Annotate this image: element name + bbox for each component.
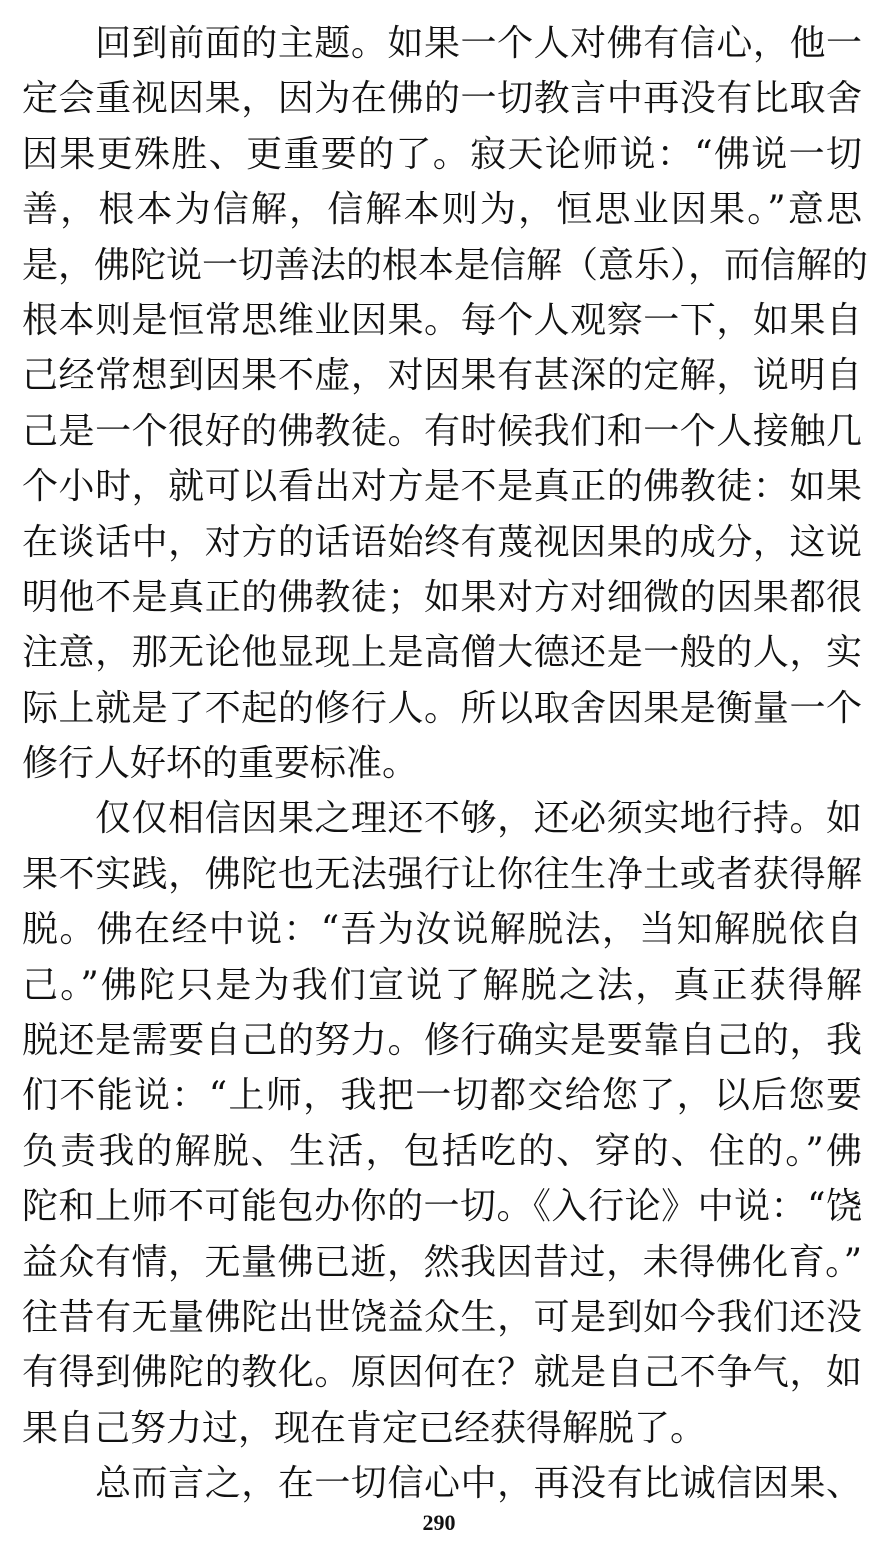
text-line: 定会重视因果，因为在佛的一切教言中再没有比取舍 [22,78,862,120]
text-line: 是，佛陀说一切善法的根本是信解（意乐），而信解的 [22,244,869,286]
text-line: 益众有情，无量佛已逝，然我因昔过，未得佛化育。” [22,1241,862,1283]
text-line: 善，根本为信解，信解本则为，恒思业因果。”意思 [22,189,862,231]
text-line: 脱还是需要自己的努力。修行确实是要靠自己的，我 [22,1020,862,1062]
text-line: 负责我的解脱、生活，包括吃的、穿的、住的。”佛 [22,1130,862,1172]
text-line: 果不实践，佛陀也无法强行让你往生净土或者获得解 [22,853,862,895]
text-line: 注意，那无论他显现上是高僧大德还是一般的人，实 [22,632,862,674]
text-line: 际上就是了不起的修行人。所以取舍因果是衡量一个 [22,687,862,729]
text-line: 们不能说：“上师，我把一切都交给您了，以后您要 [22,1075,862,1117]
text-line: 往昔有无量佛陀出世饶益众生，可是到如今我们还没 [22,1296,862,1338]
text-line: 仅仅相信因果之理还不够，还必须实地行持。如 [22,798,862,840]
text-line: 明他不是真正的佛教徒；如果对方对细微的因果都很 [22,576,862,618]
text-line: 回到前面的主题。如果一个人对佛有信心，他一 [22,23,862,64]
text-line: 总而言之，在一切信心中，再没有比诚信因果、 [22,1463,862,1505]
text-line: 根本则是恒常思维业因果。每个人观察一下，如果自 [22,299,862,341]
text-line: 己经常想到因果不虚，对因果有甚深的定解，说明自 [22,355,862,397]
body-text [22,16,869,1512]
text-line: 果自己努力过，现在肯定已经获得解脱了。 [22,1407,707,1449]
text-line: 因果更殊胜、更重要的了。寂天论师说：“佛说一切 [22,133,862,175]
text-line: 有得到佛陀的教化。原因何在？就是自己不争气，如 [22,1352,862,1394]
text-line: 个小时，就可以看出对方是不是真正的佛教徒：如果 [22,466,862,508]
text-line: 修行人好坏的重要标准。 [22,743,419,785]
text-line: 己。”佛陀只是为我们宣说了解脱之法，真正获得解 [22,964,862,1006]
text-line: 脱。佛在经中说：“吾为汝说解脱法，当知解脱依自 [22,909,862,951]
text-line: 在谈话中，对方的话语始终有蔑视因果的成分，这说 [22,521,862,563]
text-line: 己是一个很好的佛教徒。有时候我们和一个人接触几 [22,410,862,452]
page-number: 290 [422,1510,456,1535]
text-line: 陀和上师不可能包办你的一切。《入行论》中说：“饶 [22,1186,862,1228]
